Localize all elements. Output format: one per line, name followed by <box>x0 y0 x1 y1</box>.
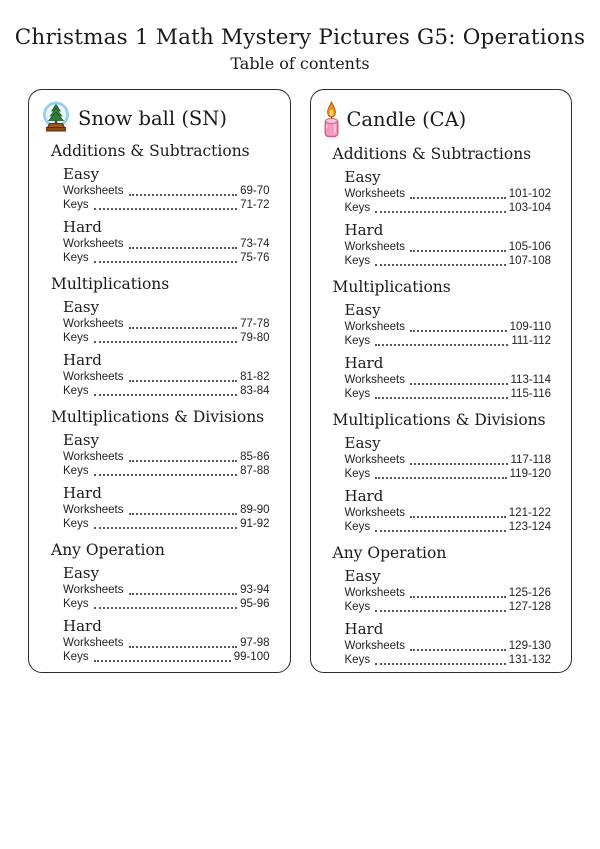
toc-entry <box>345 388 552 402</box>
toc-entry <box>345 521 552 535</box>
toc-sections <box>51 142 270 664</box>
entry-list <box>345 374 552 401</box>
entry-label: Worksheets <box>63 238 124 250</box>
entry-label: Worksheets <box>344 374 406 386</box>
toc-entry <box>63 651 270 665</box>
difficulty-label: Hard <box>344 354 384 372</box>
entry-label: Keys <box>344 600 371 613</box>
toc-subsection <box>345 222 552 268</box>
toc-subsection <box>63 485 270 531</box>
section-heading: Multiplications <box>332 278 451 296</box>
toc-entry <box>345 587 552 601</box>
entry-pages: 115-116 <box>510 387 551 400</box>
entry-label: Worksheets <box>344 640 406 652</box>
dotted-leader <box>129 247 238 249</box>
entry-label: Worksheets <box>344 321 406 333</box>
dotted-leader <box>410 516 506 518</box>
entry-label: Keys <box>344 387 371 400</box>
toc-entry <box>63 465 270 479</box>
dotted-leader <box>410 463 507 465</box>
entry-pages: 123-124 <box>508 520 551 533</box>
entry-label: Worksheets <box>63 371 124 383</box>
entry-pages: 85-86 <box>240 451 270 463</box>
entry-pages: 99-100 <box>233 650 270 663</box>
entry-label: Keys <box>344 334 371 347</box>
dotted-leader <box>410 197 506 199</box>
toc-subsection <box>63 432 270 478</box>
toc-entry <box>345 321 552 335</box>
entry-pages: 75-76 <box>240 251 270 264</box>
entry-label: Keys <box>344 520 371 533</box>
toc-entry <box>63 598 270 612</box>
section-body <box>51 565 270 664</box>
toc-sections <box>333 145 552 667</box>
entry-pages: 77-78 <box>240 318 270 330</box>
entry-pages: 93-94 <box>240 584 270 596</box>
toc-entry <box>345 374 552 388</box>
difficulty-label: Easy <box>63 165 100 183</box>
entry-pages: 119-120 <box>509 467 551 480</box>
page-title: Christmas 1 Math Mystery Pictures G5: Operations <box>14 25 586 50</box>
toc-entry <box>345 468 552 482</box>
dotted-leader <box>375 663 506 665</box>
dotted-leader <box>375 477 507 479</box>
entry-pages: 79-80 <box>240 331 270 344</box>
panel-title: Snow ball (SN) <box>78 106 227 130</box>
dotted-leader <box>94 527 238 529</box>
entry-pages: 105-106 <box>508 241 551 253</box>
section-heading: Any Operation <box>51 541 165 559</box>
difficulty-label: Hard <box>63 484 102 502</box>
dotted-leader <box>410 250 506 252</box>
entry-list <box>345 321 552 348</box>
panel-title: Candle (CA) <box>346 108 467 131</box>
difficulty-label: Hard <box>344 620 384 638</box>
section-heading: Multiplications & Divisions <box>51 408 265 426</box>
toc-entry <box>345 255 552 269</box>
entry-pages: 101-102 <box>508 188 551 200</box>
dotted-leader <box>129 513 238 515</box>
toc-section <box>51 142 270 265</box>
toc-subsection <box>63 618 270 664</box>
dotted-leader <box>129 460 238 462</box>
entry-label: Keys <box>63 331 89 344</box>
toc-subsection <box>63 219 270 265</box>
dotted-leader <box>94 261 238 263</box>
entry-list <box>345 241 552 268</box>
toc-subsection <box>63 299 270 345</box>
dotted-leader <box>94 394 238 396</box>
candle-icon <box>323 101 340 138</box>
toc-entry <box>345 335 552 349</box>
difficulty-label: Easy <box>344 301 381 319</box>
entry-list <box>63 318 270 345</box>
toc-section <box>51 275 270 398</box>
entry-label: Keys <box>63 384 89 397</box>
toc-entry <box>345 454 552 468</box>
panel-candle <box>310 89 573 673</box>
toc-subsection <box>63 565 270 611</box>
entry-label: Worksheets <box>63 185 124 197</box>
dotted-leader <box>129 646 238 648</box>
entry-label: Keys <box>344 467 371 480</box>
dotted-leader <box>129 380 238 382</box>
toc-entry <box>63 185 270 199</box>
toc-subsection <box>345 355 552 401</box>
section-body <box>51 432 270 531</box>
toc-section <box>333 411 552 534</box>
entry-list <box>345 188 552 215</box>
dotted-leader <box>375 610 506 612</box>
section-body <box>333 568 552 667</box>
toc-section <box>333 544 552 667</box>
entry-label: Keys <box>344 254 371 267</box>
section-heading: Any Operation <box>332 544 447 562</box>
entry-label: Worksheets <box>63 584 124 596</box>
toc-entry <box>345 640 552 654</box>
toc-subsection <box>345 621 552 667</box>
dotted-leader <box>410 596 506 598</box>
difficulty-label: Easy <box>63 431 100 449</box>
entry-label: Worksheets <box>344 241 406 253</box>
entry-label: Worksheets <box>63 451 124 463</box>
dotted-leader <box>410 330 507 332</box>
entry-pages: 73-74 <box>240 238 270 250</box>
toc-entry <box>63 504 270 518</box>
toc-subsection <box>345 435 552 481</box>
entry-pages: 89-90 <box>240 504 270 516</box>
entry-list <box>345 640 552 667</box>
entry-label: Keys <box>63 251 89 264</box>
panel-snow-ball <box>28 89 291 673</box>
entry-list <box>63 637 270 664</box>
section-heading: Multiplications & Divisions <box>332 411 546 429</box>
entry-label: Keys <box>63 650 89 663</box>
entry-list <box>63 371 270 398</box>
toc-entry <box>63 637 270 651</box>
entry-list <box>345 587 552 614</box>
dotted-leader <box>375 264 506 266</box>
toc-section <box>51 408 270 531</box>
toc-entry <box>63 385 270 399</box>
entry-label: Keys <box>63 464 89 477</box>
toc-entry <box>345 241 552 255</box>
panel-header <box>323 101 552 138</box>
entry-label: Keys <box>63 517 89 530</box>
toc-section <box>333 278 552 401</box>
entry-label: Worksheets <box>344 454 406 466</box>
section-body <box>333 302 552 401</box>
entry-pages: 103-104 <box>508 201 551 214</box>
entry-label: Worksheets <box>344 188 406 200</box>
difficulty-label: Hard <box>344 221 384 239</box>
dotted-leader <box>94 607 238 609</box>
entry-pages: 109-110 <box>509 321 551 333</box>
entry-pages: 69-70 <box>240 185 270 197</box>
entry-pages: 97-98 <box>240 637 270 649</box>
difficulty-label: Easy <box>344 168 381 186</box>
entry-pages: 71-72 <box>240 198 270 211</box>
toc-entry <box>63 371 270 385</box>
difficulty-label: Easy <box>63 564 100 582</box>
entry-pages: 107-108 <box>508 254 551 267</box>
toc-subsection <box>345 568 552 614</box>
toc-entry <box>345 188 552 202</box>
difficulty-label: Hard <box>63 218 102 236</box>
entry-list <box>345 454 552 481</box>
dotted-leader <box>94 474 238 476</box>
entry-list <box>63 584 270 611</box>
entry-pages: 117-118 <box>510 454 551 466</box>
entry-pages: 111-112 <box>511 334 551 347</box>
difficulty-label: Easy <box>63 298 100 316</box>
entry-pages: 127-128 <box>508 600 551 613</box>
entry-label: Keys <box>63 597 89 610</box>
dotted-leader <box>129 194 238 196</box>
toc-entry <box>345 654 552 668</box>
dotted-leader <box>375 344 508 346</box>
toc-entry <box>63 584 270 598</box>
entry-pages: 81-82 <box>240 371 270 383</box>
entry-pages: 129-130 <box>508 640 551 652</box>
toc-entry <box>345 507 552 521</box>
entry-list <box>63 504 270 531</box>
entry-pages: 131-132 <box>508 653 551 666</box>
entry-pages: 121-122 <box>508 507 551 519</box>
entry-label: Keys <box>344 201 371 214</box>
toc-entry <box>63 451 270 465</box>
entry-pages: 87-88 <box>240 464 270 477</box>
entry-label: Keys <box>344 653 371 666</box>
dotted-leader <box>94 341 238 343</box>
dotted-leader <box>94 660 231 662</box>
toc-entry <box>63 199 270 213</box>
toc-entry <box>63 252 270 266</box>
dotted-leader <box>375 397 507 399</box>
toc-subsection <box>345 169 552 215</box>
entry-label: Worksheets <box>344 507 406 519</box>
toc-subsection <box>63 166 270 212</box>
entry-pages: 91-92 <box>240 517 270 530</box>
toc-section <box>333 145 552 268</box>
section-body <box>51 299 270 398</box>
entry-list <box>63 238 270 265</box>
difficulty-label: Hard <box>63 351 102 369</box>
panel-header <box>41 101 270 135</box>
entry-label: Worksheets <box>344 587 406 599</box>
section-body <box>333 435 552 534</box>
difficulty-label: Hard <box>344 487 384 505</box>
entry-pages: 95-96 <box>240 597 270 610</box>
section-body <box>51 166 270 265</box>
section-heading: Additions & Subtractions <box>332 145 532 163</box>
section-body <box>333 169 552 268</box>
toc-entry <box>63 518 270 532</box>
entry-label: Worksheets <box>63 504 124 516</box>
toc-subsection <box>63 352 270 398</box>
entry-label: Worksheets <box>63 637 124 649</box>
difficulty-label: Easy <box>344 434 381 452</box>
toc-entry <box>63 238 270 252</box>
entry-list <box>345 507 552 534</box>
section-heading: Multiplications <box>51 275 170 293</box>
entry-pages: 83-84 <box>240 384 270 397</box>
dotted-leader <box>375 211 506 213</box>
entry-label: Worksheets <box>63 318 124 330</box>
entry-pages: 113-114 <box>510 374 551 386</box>
panels-container <box>28 89 572 673</box>
toc-section <box>51 541 270 664</box>
toc-subsection <box>345 302 552 348</box>
toc-entry <box>63 332 270 346</box>
dotted-leader <box>410 649 506 651</box>
toc-subsection <box>345 488 552 534</box>
dotted-leader <box>129 593 238 595</box>
entry-list <box>63 451 270 478</box>
toc-entry <box>345 601 552 615</box>
dotted-leader <box>410 383 507 385</box>
entry-list <box>63 185 270 212</box>
dotted-leader <box>94 208 238 210</box>
entry-label: Keys <box>63 198 89 211</box>
difficulty-label: Easy <box>344 567 381 585</box>
entry-pages: 125-126 <box>508 587 551 599</box>
dotted-leader <box>129 327 238 329</box>
toc-entry <box>63 318 270 332</box>
toc-entry <box>345 202 552 216</box>
page-subtitle: Table of contents <box>230 54 370 73</box>
section-heading: Additions & Subtractions <box>51 142 250 160</box>
dotted-leader <box>375 530 506 532</box>
snow-globe-icon <box>41 101 71 135</box>
difficulty-label: Hard <box>63 617 102 635</box>
